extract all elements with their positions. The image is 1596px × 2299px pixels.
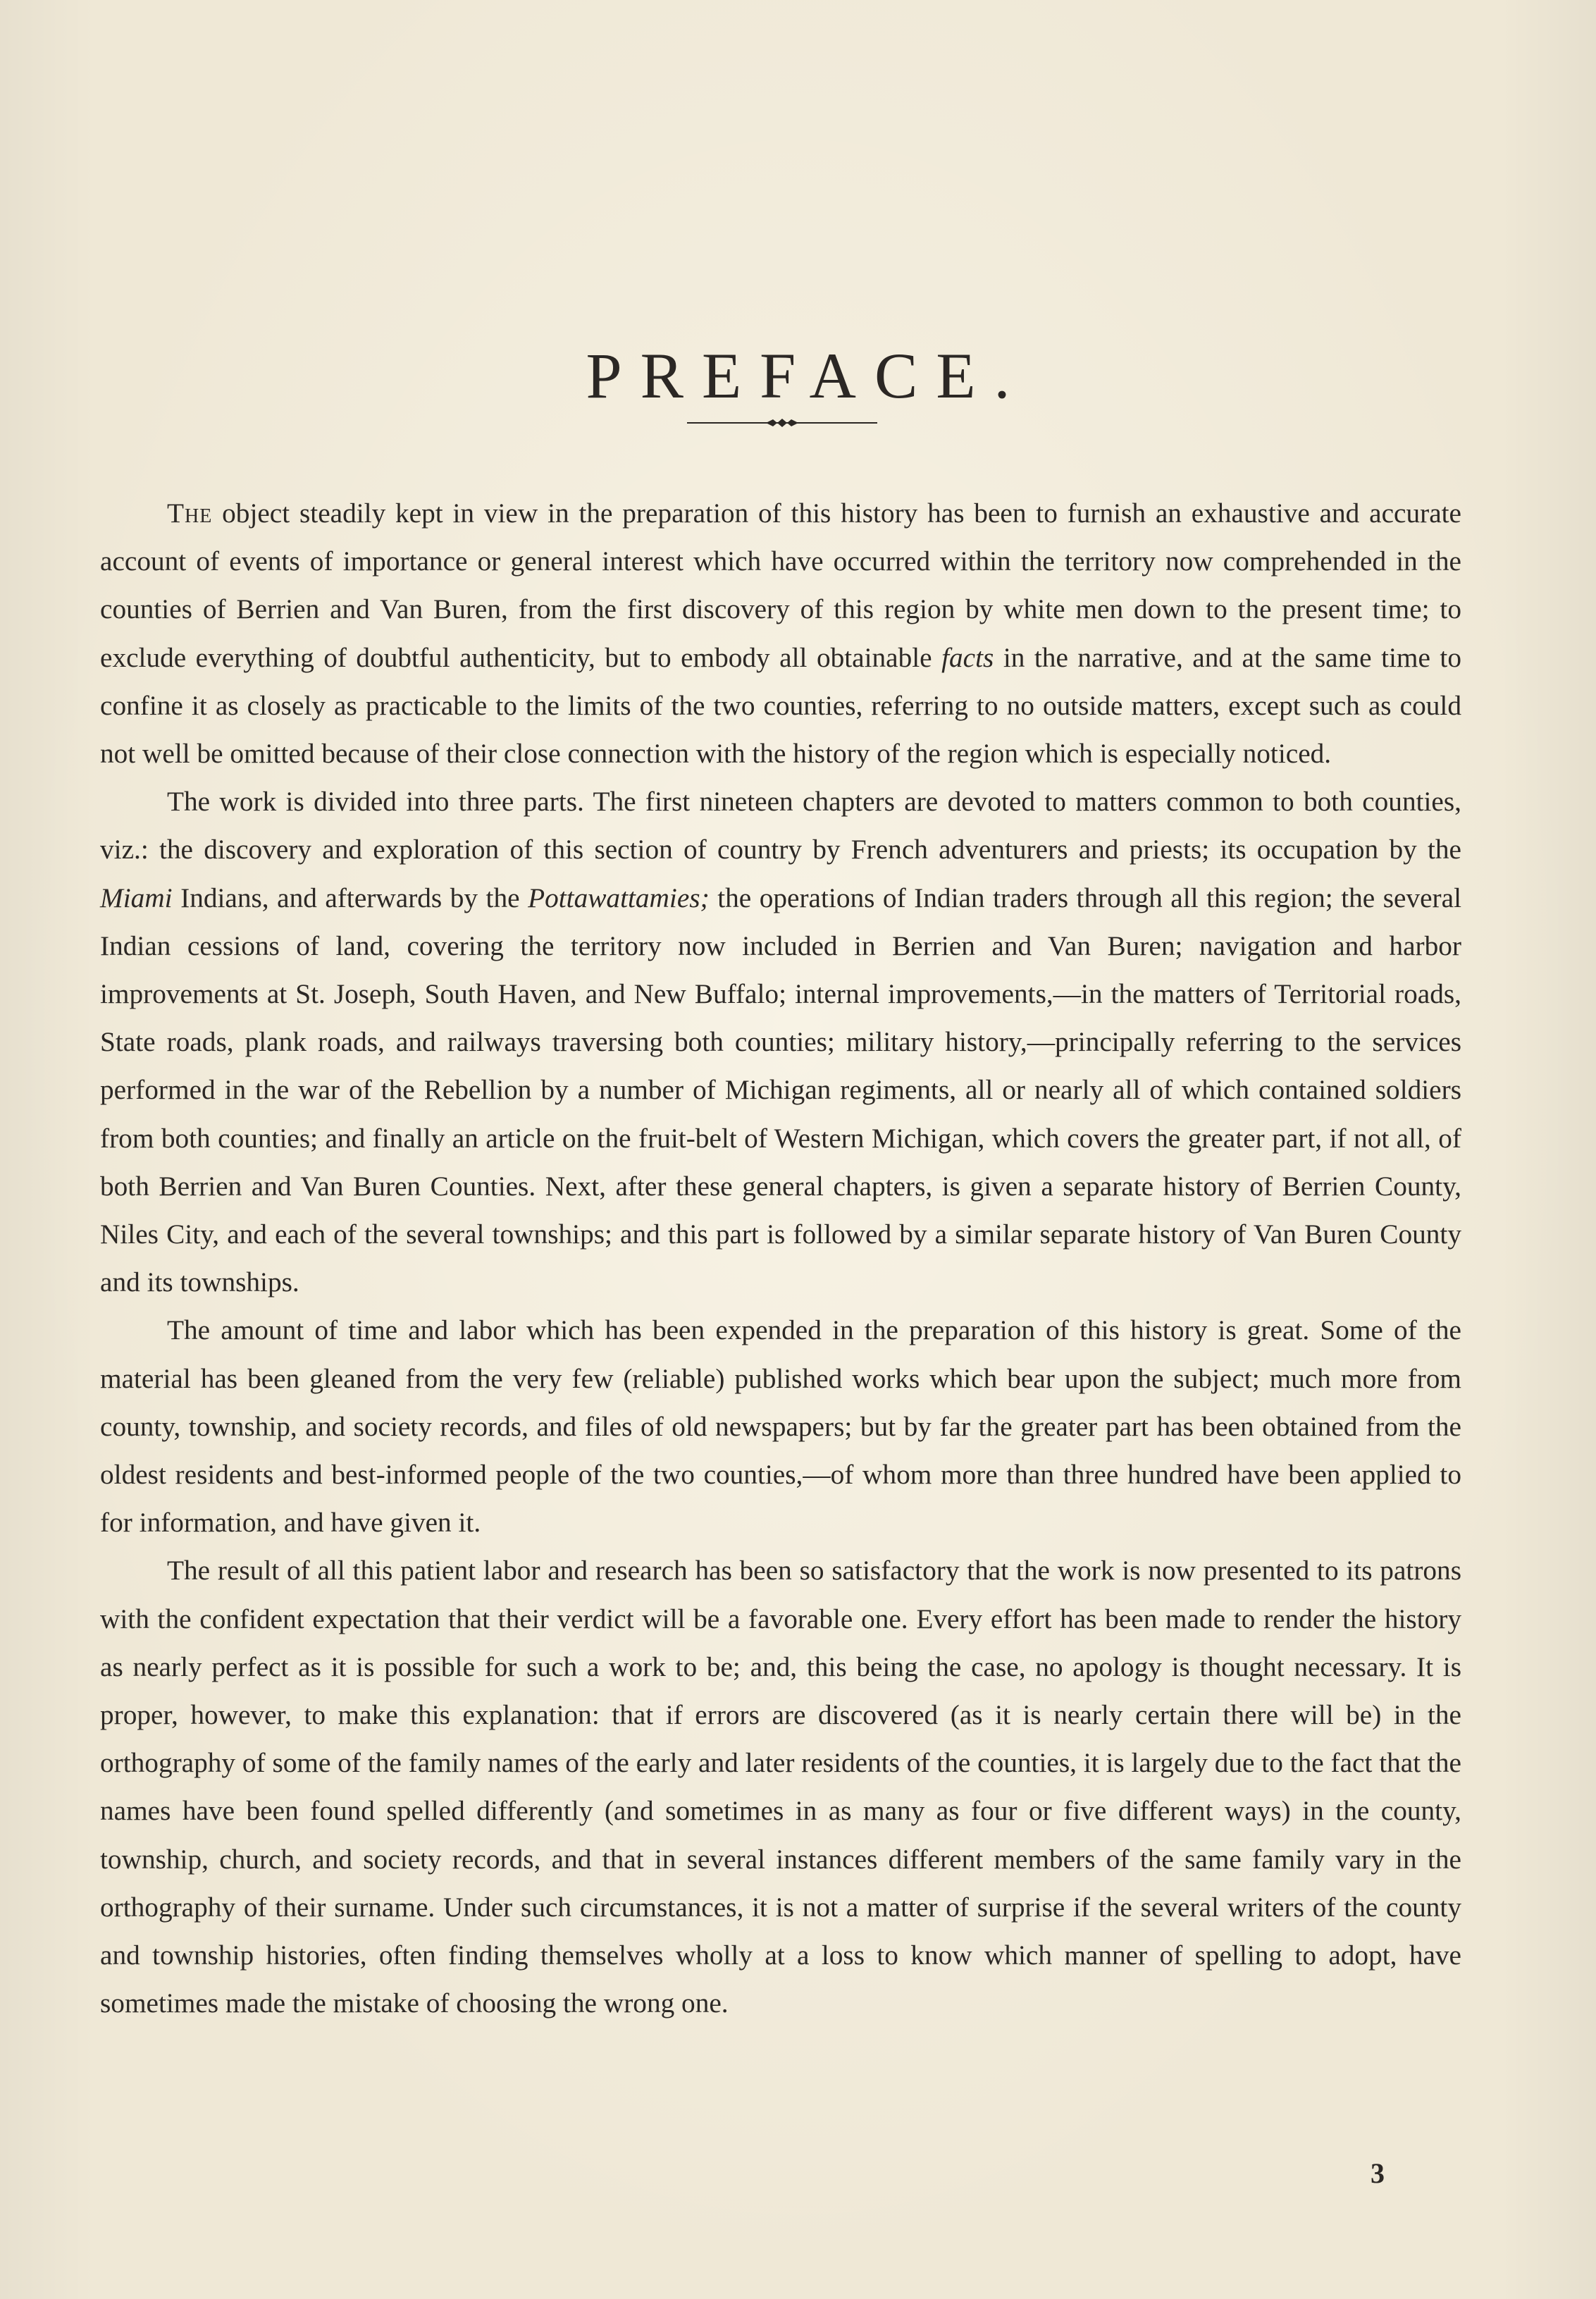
page-title: PREFACE. [586, 339, 1029, 412]
paragraph-2-emphasis-pottawattamies: Pottawattamies; [528, 882, 710, 913]
paragraph-2-part3: the operations of Indian traders through all this region; the several Indian cessions of land, covering the territory now included in Berrien and Van Buren; navigation and harbor improvements at St. Joseph, South Haven, and New Buffalo; internal improvements,—in the matters of Territorial roads, State roads, plank roads, and railways traversing both counties; military history,—principally referring to the services performed in the war of the Rebellion by a number of Michigan regiments, all or nearly all of which contained soldiers from both counties; and finally an article on the fruit-belt of Western Michigan, which covers the greater part, if not all, of both Berrien and Van Buren Counties. Next, after these general chapters, is given a separate history of Berrien County, Niles City, and each of the several townships; and this part is followed by a similar separate history of Van Buren County and its townships. [100, 882, 1461, 1298]
paragraph-2-part1: The work is divided into three parts. The first nineteen chapters are devoted to matters common to both counties, viz.: the discovery and exploration of this section of country by French adventurers and priests; its occupation by the [100, 786, 1461, 865]
paragraph-2-part2: Indians, and afterwards by the [172, 882, 528, 913]
title-ornament [687, 416, 877, 430]
preface-body [100, 489, 1461, 2028]
paragraph-1-text-after: in the narrative, and at the same time to confine it as closely as practicable to the limits of the two counties, referring to no outside matters, except such as could not well be omitted because of their close connection with the history of the region which is especially noticed. [100, 641, 1461, 770]
page-number: 3 [1371, 2157, 1385, 2189]
paragraph-1 [100, 489, 1461, 777]
paragraph-1-text: object steadily kept in view in the preparation of this history has been to furnish an exhaustive and accurate account of events of importance or general interest which have occurred within the territory now comprehended in the counties of Berrien and Van Buren, from the first discovery of this region by white men down to the present time; to exclude everything of doubtful authenticity, but to embody all obtainable [100, 498, 1461, 673]
paragraph-1-lead: The [167, 498, 213, 529]
paragraph-2-emphasis-miami: Miami [100, 882, 173, 913]
paragraph-2 [100, 777, 1461, 1306]
paragraph-1-emphasis: facts [941, 641, 994, 673]
paragraph-3: The amount of time and labor which has been expended in the preparation of this history is great. Some of the material has been gleaned from the very few (reliable) published works which bear upon the subject; much more from county, township, and society records, and files of old newspapers; but by far the greater part has been obtained from the oldest residents and best-informed people of the two counties,—of whom more than three hundred have been applied to for information, and have given it. [100, 1314, 1461, 1539]
paragraph-4: The result of all this patient labor and research has been so satisfactory that the work is now presented to its patrons with the confident expectation that their verdict will be a favorable one. Every effort has been made to render the history as nearly perfect as it is possible for such a work to be; and, this being the case, no apology is thought necessary. It is proper, however, to make this explanation: that if errors are discovered (as it is nearly certain there will be) in the orthography of some of the family names of the early and later residents of the counties, it is largely due to the fact that the names have been found spelled differently (and sometimes in as many as four or five different ways) in the county, township, church, and society records, and that in several instances different members of the same family vary in the orthography of their surname. Under such circumstances, it is not a matter of surprise if the several writers of the county and township histories, often finding themselves wholly at a loss to know which manner of spelling to adopt, have sometimes made the mistake of choosing the wrong one. [100, 1555, 1461, 2019]
